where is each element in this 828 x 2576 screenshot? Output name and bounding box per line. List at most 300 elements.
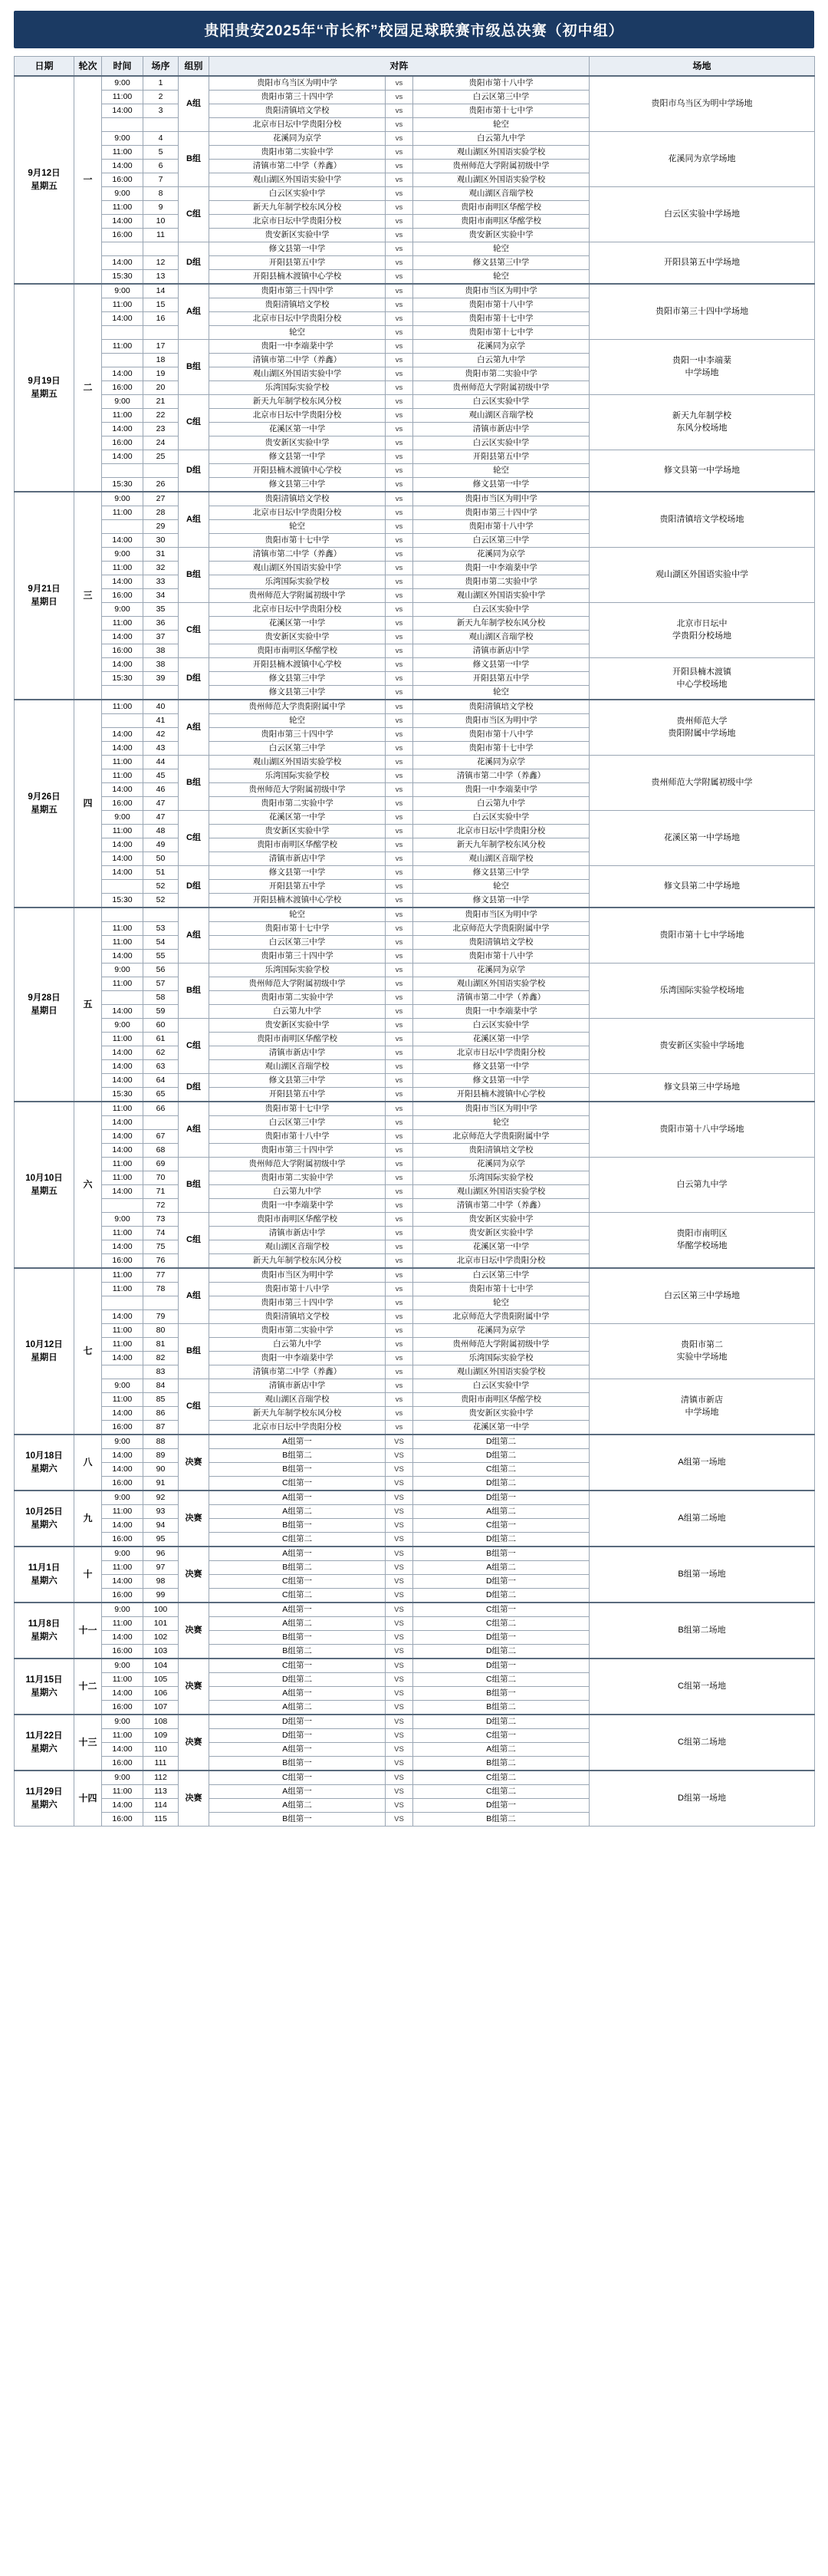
table-row xyxy=(15,603,815,617)
cell-home-team: 观山湖区外国语实验中学 xyxy=(209,173,386,187)
cell-time: 14:00 xyxy=(102,1060,143,1074)
cell-vs: vs xyxy=(386,1046,413,1060)
cell-home-team: B组第二 xyxy=(209,1645,386,1659)
cell-match-no: 55 xyxy=(143,950,179,964)
cell-time: 16:00 xyxy=(102,1254,143,1269)
cell-away-team: 贵阳市第二实验中学 xyxy=(413,367,590,381)
cell-match-no xyxy=(143,1116,179,1130)
cell-home-team: 清镇市新店中学 xyxy=(209,1227,386,1240)
cell-away-team: 观山湖区外国语实验学校 xyxy=(413,1365,590,1379)
cell-home-team: C组第二 xyxy=(209,1533,386,1547)
cell-home-team: A组第一 xyxy=(209,1687,386,1701)
cell-vs: vs xyxy=(386,1352,413,1365)
cell-home-team: C组第一 xyxy=(209,1659,386,1673)
table-row xyxy=(15,1491,815,1505)
cell-time xyxy=(102,242,143,256)
cell-match-no: 85 xyxy=(143,1393,179,1407)
cell-venue: 修文县第二中学场地 xyxy=(590,866,815,908)
cell-away-team: D组第二 xyxy=(413,1533,590,1547)
cell-vs: vs xyxy=(386,187,413,201)
cell-away-team: 修文县第一中学 xyxy=(413,658,590,672)
cell-match-no: 18 xyxy=(143,354,179,367)
cell-group: B组 xyxy=(179,340,209,395)
cell-vs: vs xyxy=(386,575,413,589)
cell-match-no: 47 xyxy=(143,811,179,825)
cell-away-team: 贵安新区实验中学 xyxy=(413,229,590,242)
cell-time: 16:00 xyxy=(102,173,143,187)
cell-time: 11:00 xyxy=(102,506,143,520)
cell-vs: vs xyxy=(386,825,413,838)
cell-match-no: 23 xyxy=(143,423,179,436)
cell-match-no: 108 xyxy=(143,1715,179,1729)
cell-away-team: C组第二 xyxy=(413,1463,590,1477)
cell-match-no: 53 xyxy=(143,922,179,936)
cell-match-no: 35 xyxy=(143,603,179,617)
cell-vs: vs xyxy=(386,838,413,852)
cell-match-no: 77 xyxy=(143,1268,179,1283)
cell-home-team: 贵州师范大学附属初级中学 xyxy=(209,977,386,991)
cell-vs: vs xyxy=(386,173,413,187)
cell-time: 14:00 xyxy=(102,1130,143,1144)
cell-group: A组 xyxy=(179,700,209,756)
cell-home-team: 白云区实验中学 xyxy=(209,187,386,201)
cell-time: 14:00 xyxy=(102,450,143,464)
cell-time: 11:00 xyxy=(102,201,143,215)
cell-home-team: 贵阳市第二实验中学 xyxy=(209,1171,386,1185)
cell-time xyxy=(102,714,143,728)
cell-home-team: D组第二 xyxy=(209,1673,386,1687)
cell-time: 9:00 xyxy=(102,548,143,562)
cell-home-team: 贵州师范大学贵阳附属中学 xyxy=(209,700,386,714)
cell-vs: vs xyxy=(386,1296,413,1310)
table-row xyxy=(15,492,815,506)
cell-match-no: 25 xyxy=(143,450,179,464)
cell-time: 11:00 xyxy=(102,562,143,575)
cell-away-team: 修文县第三中学 xyxy=(413,866,590,880)
cell-home-team: 贵安新区实验中学 xyxy=(209,631,386,644)
cell-time: 16:00 xyxy=(102,436,143,450)
cell-vs: vs xyxy=(386,160,413,173)
cell-away-team: D组第一 xyxy=(413,1575,590,1589)
cell-match-no: 101 xyxy=(143,1617,179,1631)
cell-match-no: 41 xyxy=(143,714,179,728)
cell-home-team: 花溪区第一中学 xyxy=(209,811,386,825)
cell-date: 10月12日 星期日 xyxy=(15,1268,74,1435)
cell-match-no: 10 xyxy=(143,215,179,229)
cell-time: 11:00 xyxy=(102,1227,143,1240)
cell-home-team: C组第一 xyxy=(209,1477,386,1491)
cell-vs: vs xyxy=(386,964,413,977)
cell-home-team: 修文县第一中学 xyxy=(209,450,386,464)
cell-home-team: 清镇市第二中学（养鑫） xyxy=(209,160,386,173)
cell-match-no: 91 xyxy=(143,1477,179,1491)
cell-away-team: 花溪同为京学 xyxy=(413,340,590,354)
cell-home-team: 贵阳清镇培文学校 xyxy=(209,104,386,118)
cell-away-team: 贵州师范大学附属初级中学 xyxy=(413,381,590,395)
cell-match-no xyxy=(143,908,179,922)
cell-away-team: 白云区实验中学 xyxy=(413,1379,590,1393)
cell-time: 11:00 xyxy=(102,1785,143,1799)
cell-away-team: 轮空 xyxy=(413,464,590,478)
cell-match-no: 75 xyxy=(143,1240,179,1254)
cell-home-team: 贵州师范大学附属初级中学 xyxy=(209,589,386,603)
table-row xyxy=(15,187,815,201)
cell-match-no: 40 xyxy=(143,700,179,714)
cell-home-team: 贵阳市乌当区为明中学 xyxy=(209,76,386,91)
cell-home-team: B组第二 xyxy=(209,1449,386,1463)
table-row xyxy=(15,284,815,298)
cell-away-team: 北京师范大学贵阳附属中学 xyxy=(413,1130,590,1144)
cell-venue: 贵阳一中李端棻 中学场地 xyxy=(590,340,815,395)
cell-date: 11月22日 星期六 xyxy=(15,1715,74,1771)
cell-vs: vs xyxy=(386,1171,413,1185)
cell-away-team: 乐湾国际实验学校 xyxy=(413,1352,590,1365)
cell-home-team: B组第一 xyxy=(209,1631,386,1645)
cell-home-team: 北京市日坛中学贵阳分校 xyxy=(209,1421,386,1435)
cell-match-no: 72 xyxy=(143,1199,179,1213)
cell-vs: vs xyxy=(386,242,413,256)
cell-match-no: 73 xyxy=(143,1213,179,1227)
table-row xyxy=(15,964,815,977)
cell-time: 14:00 xyxy=(102,1575,143,1589)
cell-time: 9:00 xyxy=(102,187,143,201)
cell-time: 14:00 xyxy=(102,631,143,644)
cell-match-no: 42 xyxy=(143,728,179,742)
cell-vs: VS xyxy=(386,1799,413,1813)
cell-date: 9月12日 星期五 xyxy=(15,76,74,284)
cell-time: 15:30 xyxy=(102,1088,143,1102)
cell-away-team: 轮空 xyxy=(413,1296,590,1310)
cell-time xyxy=(102,1296,143,1310)
cell-time xyxy=(102,326,143,340)
cell-time: 14:00 xyxy=(102,1074,143,1088)
cell-venue: C组第二场地 xyxy=(590,1715,815,1771)
cell-group: 决赛 xyxy=(179,1715,209,1771)
cell-time: 14:00 xyxy=(102,256,143,270)
cell-date: 11月29日 星期六 xyxy=(15,1771,74,1827)
cell-home-team: 贵阳市第三十四中学 xyxy=(209,1144,386,1158)
cell-home-team: 乐湾国际实验学校 xyxy=(209,964,386,977)
cell-home-team: 开阳县楠木渡镇中心学校 xyxy=(209,464,386,478)
cell-vs: vs xyxy=(386,1033,413,1046)
col-group: 组别 xyxy=(179,57,209,77)
table-row xyxy=(15,1771,815,1785)
cell-match-no: 43 xyxy=(143,742,179,756)
cell-home-team: 观山湖区外国语实验学校 xyxy=(209,756,386,769)
cell-time: 11:00 xyxy=(102,1283,143,1296)
cell-time: 11:00 xyxy=(102,409,143,423)
cell-away-team: A组第二 xyxy=(413,1561,590,1575)
cell-vs: vs xyxy=(386,1019,413,1033)
cell-vs: vs xyxy=(386,769,413,783)
cell-away-team: C组第一 xyxy=(413,1729,590,1743)
cell-away-team: 贵阳市第十八中学 xyxy=(413,950,590,964)
cell-date: 10月18日 星期六 xyxy=(15,1435,74,1491)
cell-match-no: 71 xyxy=(143,1185,179,1199)
table-row xyxy=(15,866,815,880)
cell-vs: VS xyxy=(386,1631,413,1645)
cell-round: 十二 xyxy=(74,1659,102,1715)
cell-vs: vs xyxy=(386,756,413,769)
cell-match-no: 38 xyxy=(143,658,179,672)
cell-match-no: 112 xyxy=(143,1771,179,1785)
cell-match-no: 4 xyxy=(143,132,179,146)
cell-match-no: 61 xyxy=(143,1033,179,1046)
cell-round: 十四 xyxy=(74,1771,102,1827)
cell-home-team: 开阳县楠木渡镇中心学校 xyxy=(209,894,386,908)
col-venue: 场地 xyxy=(590,57,815,77)
cell-match-no: 88 xyxy=(143,1435,179,1449)
col-date: 日期 xyxy=(15,57,74,77)
cell-vs: vs xyxy=(386,936,413,950)
cell-vs: VS xyxy=(386,1435,413,1449)
cell-vs: vs xyxy=(386,91,413,104)
table-row xyxy=(15,1019,815,1033)
cell-vs: vs xyxy=(386,215,413,229)
cell-match-no: 109 xyxy=(143,1729,179,1743)
cell-venue: 修文县第三中学场地 xyxy=(590,1074,815,1102)
cell-away-team: 修文县第三中学 xyxy=(413,256,590,270)
cell-time: 11:00 xyxy=(102,1673,143,1687)
cell-match-no: 22 xyxy=(143,409,179,423)
cell-vs: VS xyxy=(386,1561,413,1575)
col-match: 对阵 xyxy=(209,57,590,77)
cell-venue: 新天九年制学校 东风分校场地 xyxy=(590,395,815,450)
cell-venue: 贵阳市第十七中学场地 xyxy=(590,908,815,964)
cell-time: 11:00 xyxy=(102,1324,143,1338)
cell-match-no: 46 xyxy=(143,783,179,797)
cell-home-team: 新天九年制学校东风分校 xyxy=(209,1254,386,1269)
cell-match-no: 92 xyxy=(143,1491,179,1505)
cell-vs: vs xyxy=(386,728,413,742)
table-row xyxy=(15,811,815,825)
cell-vs: vs xyxy=(386,450,413,464)
cell-match-no: 39 xyxy=(143,672,179,686)
cell-home-team: C组第二 xyxy=(209,1589,386,1603)
cell-vs: vs xyxy=(386,589,413,603)
cell-away-team: 白云区第三中学 xyxy=(413,1268,590,1283)
table-row xyxy=(15,1715,815,1729)
cell-home-team: 开阳县第五中学 xyxy=(209,256,386,270)
cell-round: 四 xyxy=(74,700,102,908)
cell-match-no: 68 xyxy=(143,1144,179,1158)
cell-date: 9月28日 星期日 xyxy=(15,908,74,1102)
cell-home-team: 乐湾国际实验学校 xyxy=(209,575,386,589)
cell-match-no: 110 xyxy=(143,1743,179,1757)
cell-home-team: 北京市日坛中学贵阳分校 xyxy=(209,118,386,132)
cell-match-no: 78 xyxy=(143,1283,179,1296)
cell-time: 11:00 xyxy=(102,756,143,769)
cell-home-team: C组第一 xyxy=(209,1575,386,1589)
cell-vs: vs xyxy=(386,631,413,644)
cell-time: 14:00 xyxy=(102,950,143,964)
cell-away-team: 贵阳市当区为明中学 xyxy=(413,908,590,922)
cell-vs: vs xyxy=(386,256,413,270)
cell-time: 14:00 xyxy=(102,1449,143,1463)
cell-vs: vs xyxy=(386,1324,413,1338)
cell-round: 二 xyxy=(74,284,102,492)
cell-home-team: 贵阳一中李端棻中学 xyxy=(209,340,386,354)
cell-away-team: 贵阳市第十七中学 xyxy=(413,312,590,326)
cell-away-team: 贵阳市第二实验中学 xyxy=(413,575,590,589)
cell-time: 9:00 xyxy=(102,964,143,977)
cell-vs: vs xyxy=(386,118,413,132)
cell-away-team: 贵阳市南明区华酩学校 xyxy=(413,201,590,215)
cell-away-team: 轮空 xyxy=(413,270,590,285)
cell-home-team: A组第一 xyxy=(209,1547,386,1561)
cell-vs: VS xyxy=(386,1617,413,1631)
cell-away-team: 新天九年制学校东风分校 xyxy=(413,617,590,631)
cell-vs: vs xyxy=(386,1338,413,1352)
cell-time: 14:00 xyxy=(102,1310,143,1324)
cell-home-team: 修文县第三中学 xyxy=(209,1074,386,1088)
cell-away-team: D组第二 xyxy=(413,1449,590,1463)
cell-home-team: 贵阳市第二实验中学 xyxy=(209,797,386,811)
cell-time: 14:00 xyxy=(102,367,143,381)
cell-away-team: D组第一 xyxy=(413,1659,590,1673)
cell-away-team: 贵阳市第十七中学 xyxy=(413,742,590,756)
cell-away-team: 白云区第三中学 xyxy=(413,91,590,104)
table-row xyxy=(15,1603,815,1617)
cell-match-no: 64 xyxy=(143,1074,179,1088)
cell-venue: 贵阳市第三十四中学场地 xyxy=(590,284,815,340)
cell-away-team: D组第二 xyxy=(413,1645,590,1659)
cell-match-no: 94 xyxy=(143,1519,179,1533)
cell-match-no: 45 xyxy=(143,769,179,783)
cell-venue: 观山湖区外国语实验中学 xyxy=(590,548,815,603)
cell-time: 16:00 xyxy=(102,797,143,811)
cell-time: 15:30 xyxy=(102,270,143,285)
cell-vs: vs xyxy=(386,908,413,922)
cell-away-team: 白云区第三中学 xyxy=(413,534,590,548)
cell-home-team: 北京市日坛中学贵阳分校 xyxy=(209,215,386,229)
cell-home-team: 花溪区第一中学 xyxy=(209,617,386,631)
cell-round: 七 xyxy=(74,1268,102,1435)
cell-home-team: 白云第九中学 xyxy=(209,1005,386,1019)
cell-vs: vs xyxy=(386,312,413,326)
cell-away-team: 观山湖区外国语实验学校 xyxy=(413,977,590,991)
cell-time: 11:00 xyxy=(102,769,143,783)
table-row xyxy=(15,1268,815,1283)
cell-vs: VS xyxy=(386,1449,413,1463)
cell-vs: vs xyxy=(386,492,413,506)
cell-time: 11:00 xyxy=(102,936,143,950)
cell-home-team: B组第一 xyxy=(209,1519,386,1533)
cell-match-no: 12 xyxy=(143,256,179,270)
cell-vs: vs xyxy=(386,1102,413,1116)
cell-date: 11月15日 星期六 xyxy=(15,1659,74,1715)
cell-time: 11:00 xyxy=(102,298,143,312)
cell-home-team: C组第一 xyxy=(209,1771,386,1785)
cell-venue: D组第一场地 xyxy=(590,1771,815,1827)
cell-time: 9:00 xyxy=(102,1715,143,1729)
cell-match-no: 99 xyxy=(143,1589,179,1603)
cell-time: 11:00 xyxy=(102,977,143,991)
cell-match-no: 15 xyxy=(143,298,179,312)
cell-round: 十三 xyxy=(74,1715,102,1771)
cell-home-team: 贵阳市第三十四中学 xyxy=(209,284,386,298)
cell-away-team: 贵阳市第十七中学 xyxy=(413,1283,590,1296)
cell-match-no: 32 xyxy=(143,562,179,575)
cell-venue: 修文县第一中学场地 xyxy=(590,450,815,492)
cell-home-team: B组第一 xyxy=(209,1463,386,1477)
cell-away-team: C组第二 xyxy=(413,1673,590,1687)
cell-group: A组 xyxy=(179,284,209,340)
cell-vs: vs xyxy=(386,866,413,880)
cell-vs: vs xyxy=(386,672,413,686)
cell-time: 14:00 xyxy=(102,1352,143,1365)
cell-home-team: A组第一 xyxy=(209,1785,386,1799)
cell-away-team: D组第二 xyxy=(413,1715,590,1729)
table-row xyxy=(15,756,815,769)
cell-match-no: 48 xyxy=(143,825,179,838)
cell-home-team: 北京市日坛中学贵阳分校 xyxy=(209,409,386,423)
table-row xyxy=(15,450,815,464)
cell-home-team: 贵阳清镇培文学校 xyxy=(209,1310,386,1324)
cell-venue: 开阳县楠木渡镇 中心学校场地 xyxy=(590,658,815,700)
cell-home-team: 贵阳市第十七中学 xyxy=(209,922,386,936)
cell-time xyxy=(102,520,143,534)
cell-vs: vs xyxy=(386,603,413,617)
cell-away-team: B组第一 xyxy=(413,1687,590,1701)
cell-home-team: 北京市日坛中学贵阳分校 xyxy=(209,506,386,520)
cell-vs: VS xyxy=(386,1687,413,1701)
cell-away-team: 贵阳市南明区华酩学校 xyxy=(413,1393,590,1407)
page-title: 贵阳贵安2025年“市长杯”校园足球联赛市级总决赛（初中组） xyxy=(14,11,814,48)
cell-away-team: 白云区实验中学 xyxy=(413,811,590,825)
cell-home-team: 贵安新区实验中学 xyxy=(209,1019,386,1033)
cell-home-team: 花溪区第一中学 xyxy=(209,423,386,436)
cell-away-team: 花溪区第一中学 xyxy=(413,1033,590,1046)
cell-time: 11:00 xyxy=(102,1033,143,1046)
cell-round: 九 xyxy=(74,1491,102,1547)
cell-time: 11:00 xyxy=(102,1158,143,1171)
cell-home-team: 贵阳市第十七中学 xyxy=(209,1102,386,1116)
cell-vs: VS xyxy=(386,1645,413,1659)
cell-away-team: D组第一 xyxy=(413,1631,590,1645)
cell-away-team: B组第二 xyxy=(413,1701,590,1715)
cell-time: 16:00 xyxy=(102,1757,143,1771)
cell-home-team: 贵阳市第三十四中学 xyxy=(209,728,386,742)
cell-vs: vs xyxy=(386,1060,413,1074)
cell-match-no: 56 xyxy=(143,964,179,977)
cell-time: 14:00 xyxy=(102,1240,143,1254)
cell-match-no: 30 xyxy=(143,534,179,548)
cell-match-no: 52 xyxy=(143,894,179,908)
cell-match-no: 13 xyxy=(143,270,179,285)
cell-match-no: 115 xyxy=(143,1813,179,1827)
cell-away-team: 观山湖区音瑞学校 xyxy=(413,187,590,201)
cell-round: 十一 xyxy=(74,1603,102,1659)
cell-home-team: 贵安新区实验中学 xyxy=(209,229,386,242)
cell-time: 9:00 xyxy=(102,603,143,617)
cell-home-team: 开阳县楠木渡镇中心学校 xyxy=(209,658,386,672)
cell-home-team: 新天九年制学校东风分校 xyxy=(209,1407,386,1421)
cell-away-team: D组第一 xyxy=(413,1491,590,1505)
cell-home-team: 贵阳市第十八中学 xyxy=(209,1283,386,1296)
cell-home-team: 观山湖区音瑞学校 xyxy=(209,1240,386,1254)
cell-group: 决赛 xyxy=(179,1491,209,1547)
cell-group: D组 xyxy=(179,658,209,700)
cell-vs: vs xyxy=(386,298,413,312)
cell-match-no: 89 xyxy=(143,1449,179,1463)
cell-match-no: 34 xyxy=(143,589,179,603)
cell-time: 9:00 xyxy=(102,1659,143,1673)
cell-date: 9月26日 星期五 xyxy=(15,700,74,908)
cell-home-team: 贵阳市当区为明中学 xyxy=(209,1268,386,1283)
cell-time: 14:00 xyxy=(102,1116,143,1130)
cell-group: 决赛 xyxy=(179,1435,209,1491)
